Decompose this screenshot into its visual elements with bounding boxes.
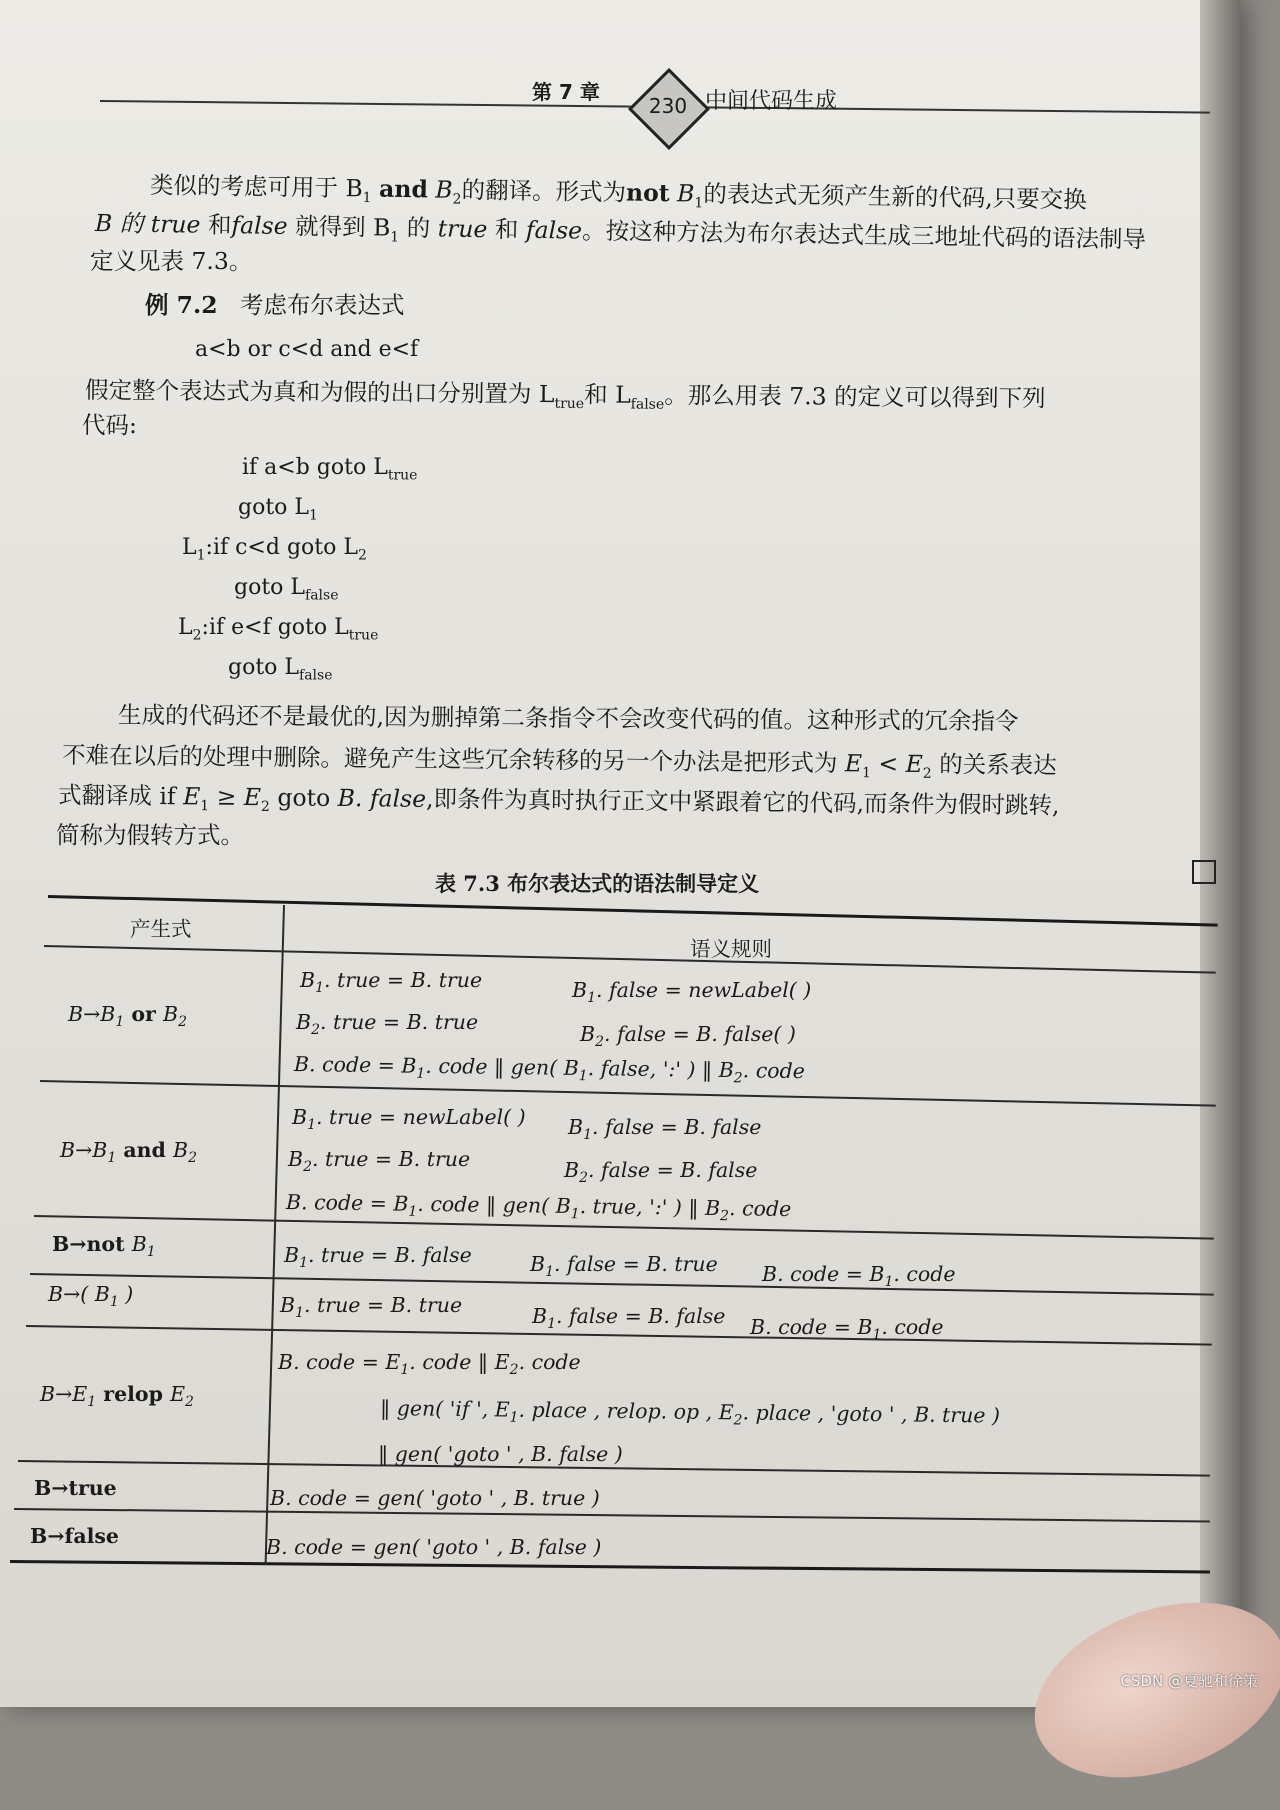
example-heading <box>145 290 405 322</box>
page-edge <box>1200 0 1240 1707</box>
code-line-6: goto $L_{false}$ <box>228 655 333 683</box>
code-line-5: $L_2:if$ e<f goto $L_{true}$ <box>178 615 378 643</box>
rule-or-5: B. code = $B_1$. code ‖ gen( $B_1$. false, ':' ) ‖ $B_2$. code <box>294 1052 805 1087</box>
end-of-proof-box <box>1192 860 1216 884</box>
paragraph-3-line-1: 生成的代码还不是最优的,因为删掉第二条指令不会改变代码的值。这种形式的冗余指令 <box>118 700 1019 738</box>
table-caption: 表 7.3 布尔表达式的语法制导定义 <box>435 870 759 898</box>
table-bottom-rule <box>10 1560 1210 1573</box>
paragraph-3-line-4: 简称为假转方式。 <box>56 820 244 852</box>
paragraph-1-line-1: 类似的考虑可用于 $B_1$ and $B_2$的翻译。形式为not $B_1$的表达式无须产生新的代码,只要交换 <box>150 170 1087 219</box>
rule-and-2: $B_1$. false = B. false <box>568 1115 761 1143</box>
rule-not-1: $B_1$. true = B. false <box>284 1243 472 1271</box>
example-label: 例 7.2 <box>145 291 218 319</box>
prod-relop: $B\to E_1$ relop $E_2$ <box>40 1382 194 1410</box>
rule-and-1: $B_1$. true = newLabel( ) <box>292 1105 526 1133</box>
paragraph-2-line-2: 代码: <box>82 410 137 442</box>
example-expression: a<b or c<d and e<f <box>195 335 418 365</box>
table-top-rule <box>48 895 1218 927</box>
prod-or: $B\to B_1$ or $B_2$ <box>68 1002 187 1030</box>
rule-paren-1: $B_1$. true = B. true <box>280 1293 462 1321</box>
rule-relop-3: ‖ gen( 'goto ' , B. false ) <box>378 1442 623 1466</box>
prod-true: B→true <box>34 1476 117 1500</box>
rule-or-2: $B_1$. false = newLabel( ) <box>572 978 811 1006</box>
paragraph-3-line-2: 不难在以后的处理中删除。避免产生这些冗余转移的另一个办法是把形式为 $E_1 < E_2$ 的关系表达 <box>62 740 1057 785</box>
rule-not-3: B. code = $B_1$. code <box>762 1262 956 1290</box>
table-header-rule <box>44 945 1216 974</box>
rule-or-3: $B_2$. true = B. true <box>296 1010 478 1038</box>
rule-and-3: $B_2$. true = B. true <box>288 1147 470 1175</box>
rule-true: B. code = gen( 'goto ' , B. true ) <box>270 1486 600 1510</box>
code-line-4: goto $L_{false}$ <box>234 575 339 603</box>
rule-and-4: $B_2$. false = B. false <box>564 1158 757 1186</box>
col-header-rules: 语义规则 <box>690 932 772 962</box>
example-text: 考虑布尔表达式 <box>240 291 405 319</box>
rule-and-5: B. code = $B_1$. code ‖ gen( $B_1$. true, ':' ) ‖ $B_2$. code <box>286 1190 792 1225</box>
rule-or-4: $B_2$. false = B. false( ) <box>580 1022 796 1050</box>
prod-and: $B\to B_1$ and $B_2$ <box>60 1138 197 1166</box>
col-header-production: 产生式 <box>130 912 192 942</box>
rule-relop-2: ‖ gen( 'if ', $E_1$. place , relop. op , $E_2$. place , 'goto ' , B. true ) <box>380 1396 1000 1432</box>
rule-false: B. code = gen( 'goto ' , B. false ) <box>266 1535 601 1559</box>
rule-relop-1: B. code = $E_1$. code ‖ $E_2$. code <box>278 1350 581 1378</box>
csdn-watermark: CSDN @夏驰和徐策 <box>1120 1670 1258 1691</box>
chapter-title: 中间代码生成 <box>705 84 837 115</box>
rule-paren-2: $B_1$. false = B. false <box>532 1304 725 1332</box>
rule-not-2: $B_1$. false = B. true <box>530 1252 718 1280</box>
paragraph-2-line-1: 假定整个表达式为真和为假的出口分别置为 $L_{true}$和 $L_{false}$。那么用表 7.3 的定义可以得到下列 <box>85 375 1046 418</box>
code-line-3: $L_1:if$ c<d goto $L_2$ <box>182 535 367 563</box>
rule-paren-3: B. code = $B_1$. code <box>750 1315 944 1343</box>
code-line-2: goto $L_1$ <box>238 495 318 523</box>
rule-or-1: $B_1$. true = B. true <box>300 968 482 996</box>
paragraph-1-line-3: 定义见表 7.3。 <box>90 246 252 278</box>
prod-false: B→false <box>30 1524 119 1548</box>
code-line-1: if a<b goto $L_{true}$ <box>242 455 417 483</box>
table-column-divider <box>265 905 285 1565</box>
page-number: 230 <box>628 94 708 118</box>
paragraph-3-line-3: 式翻译成 if $E_1 \ge E_2$ goto B. false,即条件为真时执行正文中紧跟着它的代码,而条件为假时跳转, <box>58 780 1060 825</box>
chapter-label: 第 7 章 <box>532 76 600 105</box>
paragraph-1-line-2: B 的 true 和false 就得到 $B_1$ 的 true 和 false。按这种方法为布尔表达式生成三地址代码的语法制导 <box>95 208 1147 259</box>
prod-paren: B→( $B_1$ ) <box>48 1282 133 1310</box>
table-row-rule-6 <box>14 1508 1210 1523</box>
prod-not: B→not $B_1$ <box>52 1232 156 1260</box>
